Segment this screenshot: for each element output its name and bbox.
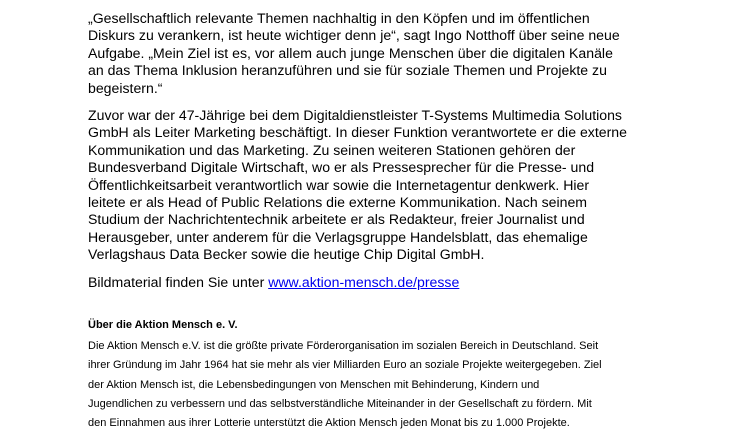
quote-paragraph: „Gesellschaftlich relevante Themen nachhaltig in den Köpfen und im öffentlichen Diskurs zu verankern, ist heute wichtiger denn je“, sagt Ingo Notthoff über seine neue Aufgabe. „Mein Ziel ist es, vor allem auch junge Menschen über die digitalen Kanäle an das Thema Inklusion heranzuführen und sie für soziale Themen und Projekte zu begeistern.“ [88,10,620,96]
career-paragraph: Zuvor war der 47-Jährige bei dem Digitaldienstleister T-Systems Multimedia Solutions GmbH als Leiter Marketing beschäftigt. In dieser Funktion verantwortete er die externe Kommunikation und das Marketing. Zu seinen weiteren Stationen gehören der Bundesverband Digitale Wirtschaft, wo er als Pressesprecher für die Presse- und Öffentlichkeitsarbeit verantwortlich war sowie die Internetagentur denkwerk. Hier leitete er als Head of Public Relations die externe Kommunikation. Nach seinem Studium der Nachrichtentechnik arbeitete er als Redakteur, freier Journalist und Herausgeber, unter anderem für die Verlagsgruppe Handelsblatt, das ehemalige Verlagshaus Data Becker sowie die heutige Chip Digital GmbH. [88,107,627,263]
about-section [88,318,688,433]
image-material-line [88,274,688,291]
image-material-label: Bildmaterial finden Sie unter [88,273,269,290]
about-title: Über die Aktion Mensch e. V. [88,319,238,331]
about-text: Die Aktion Mensch e.V. ist die größte private Förderorganisation im sozialen Bereich in Deutschland. Seit ihrer Gründung im Jahr 1964 hat sie mehr als vier Milliarden Euro an soziale Projekte weitergegeben. Ziel der Aktion Mensch ist, die Lebensbedingungen von Menschen mit Behinderung, Kindern und Jugendlichen zu verbessern und das selbstverständliche Miteinander in der Gesellschaft zu fördern. Mit den Einnahmen aus ihrer Lotterie unterstützt die Aktion Mensch jeden Monat bis zu 1.000 Projekte. [88,340,602,430]
press-release-body [88,10,688,291]
press-link[interactable]: www.aktion-mensch.de/presse [268,273,460,290]
